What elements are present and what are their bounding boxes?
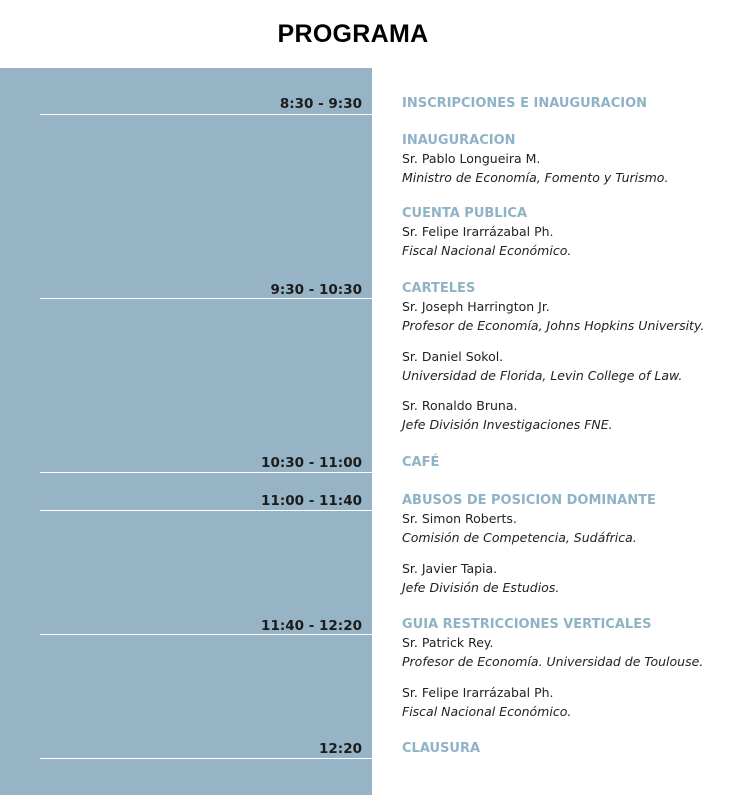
speaker-entry	[402, 348, 722, 385]
session-guia	[402, 616, 722, 671]
time-separator	[40, 510, 372, 511]
speaker-name: Sr. Simon Roberts.	[402, 511, 517, 526]
speaker-role: Profesor de Economía, Johns Hopkins University.	[402, 317, 705, 333]
speaker-entry	[402, 684, 722, 721]
session-inscripciones	[402, 95, 722, 113]
speaker-name: Sr. Joseph Harrington Jr.	[402, 299, 550, 314]
speaker-role: Universidad de Florida, Levin College of Law.	[402, 367, 683, 383]
time-slot-4: 11:00 - 11:40	[261, 493, 362, 509]
speaker-name: Sr. Javier Tapia.	[402, 561, 498, 576]
speaker-role: Comisión de Competencia, Sudáfrica.	[402, 529, 637, 545]
speaker-name: Sr. Pablo Longueira M.	[402, 151, 541, 166]
speaker-entry	[402, 397, 722, 434]
session-inauguracion	[402, 132, 722, 187]
speaker-name: Sr. Ronaldo Bruna.	[402, 398, 518, 413]
time-separator	[40, 634, 372, 635]
schedule-time-panel	[0, 68, 372, 795]
session-heading: INAUGURACION	[402, 133, 516, 148]
speaker-name: Sr. Felipe Irarrázabal Ph.	[402, 224, 554, 239]
session-heading: CUENTA PUBLICA	[402, 206, 528, 221]
session-heading: ABUSOS DE POSICION DOMINANTE	[402, 493, 656, 508]
session-heading: CARTELES	[402, 281, 476, 296]
speaker-name: Sr. Daniel Sokol.	[402, 349, 504, 364]
speaker-role: Jefe División de Estudios.	[402, 579, 560, 595]
speaker-role: Fiscal Nacional Económico.	[402, 242, 572, 258]
page-title: PROGRAMA	[277, 20, 429, 48]
speaker-role: Jefe División Investigaciones FNE.	[402, 416, 613, 432]
speaker-role: Ministro de Economía, Fomento y Turismo.	[402, 169, 669, 185]
time-slot-5: 11:40 - 12:20	[261, 618, 362, 634]
time-separator	[40, 298, 372, 299]
session-heading: CLAUSURA	[402, 741, 481, 756]
speaker-name: Sr. Felipe Irarrázabal Ph.	[402, 685, 554, 700]
time-slot-3: 10:30 - 11:00	[261, 455, 362, 471]
speaker-role: Fiscal Nacional Económico.	[402, 703, 572, 719]
session-carteles	[402, 280, 722, 335]
time-slot-1: 8:30 - 9:30	[279, 96, 362, 112]
time-separator	[40, 114, 372, 115]
time-slot-6: 12:20	[319, 741, 362, 757]
session-heading: GUIA RESTRICCIONES VERTICALES	[402, 617, 652, 632]
session-abusos	[402, 492, 722, 547]
time-slot-2: 9:30 - 10:30	[270, 282, 362, 298]
session-cafe	[402, 454, 722, 472]
speaker-name: Sr. Patrick Rey.	[402, 635, 494, 650]
session-heading: INSCRIPCIONES E INAUGURACION	[402, 96, 648, 111]
time-separator	[40, 758, 372, 759]
speaker-entry	[402, 560, 722, 597]
session-cuenta-publica	[402, 205, 722, 260]
session-heading: CAFÉ	[402, 455, 440, 470]
time-separator	[40, 472, 372, 473]
session-clausura	[402, 740, 722, 758]
speaker-role: Profesor de Economía. Universidad de Toulouse.	[402, 653, 704, 669]
